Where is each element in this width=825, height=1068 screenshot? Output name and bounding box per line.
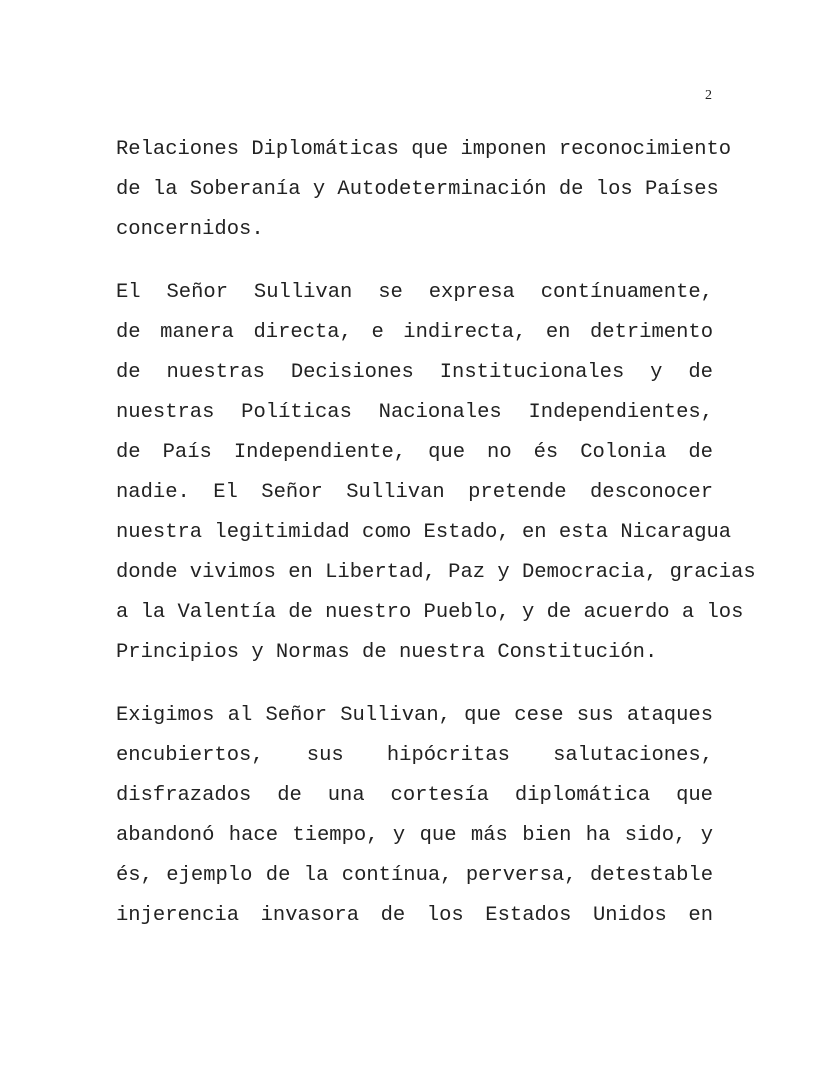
text-line: a la Valentía de nuestro Pueblo, y de acuerdo a los — [116, 601, 744, 624]
text-line: donde vivimos en Libertad, Paz y Democracia, gracias — [116, 561, 756, 584]
text-line: Exigimos al Señor Sullivan, que cese sus ataques — [116, 704, 713, 727]
text-line: de la Soberanía y Autodeterminación de los Países — [116, 178, 719, 201]
paragraph-1 — [116, 130, 732, 250]
text-line: nuestra legitimidad como Estado, en esta Nicaragua — [116, 521, 732, 544]
paragraph-2 — [116, 273, 756, 673]
text-line: disfrazados de una cortesía diplomática que — [116, 784, 713, 807]
text-line: és, ejemplo de la contínua, perversa, detestable — [116, 864, 713, 887]
text-line: El Señor Sullivan se expresa contínuamente, — [116, 281, 713, 304]
text-line: Relaciones Diplomáticas que imponen reconocimiento — [116, 138, 732, 161]
text-line: abandonó hace tiempo, y que más bien ha sido, y — [116, 824, 713, 847]
text-line: concernidos. — [116, 218, 264, 241]
paragraph-3 — [116, 696, 713, 936]
text-line: injerencia invasora de los Estados Unidos en — [116, 904, 713, 927]
text-line: encubiertos, sus hipócritas salutaciones, — [116, 744, 713, 767]
page-number: 2 — [705, 88, 712, 103]
document-body — [116, 130, 756, 959]
text-line: Principios y Normas de nuestra Constitución. — [116, 641, 658, 664]
text-line: nuestras Políticas Nacionales Independientes, — [116, 401, 713, 424]
text-line: de País Independiente, que no és Colonia de — [116, 441, 713, 464]
text-line: nadie. El Señor Sullivan pretende desconocer — [116, 481, 713, 504]
text-line: de nuestras Decisiones Institucionales y de — [116, 361, 713, 384]
text-line: de manera directa, e indirecta, en detrimento — [116, 321, 713, 344]
